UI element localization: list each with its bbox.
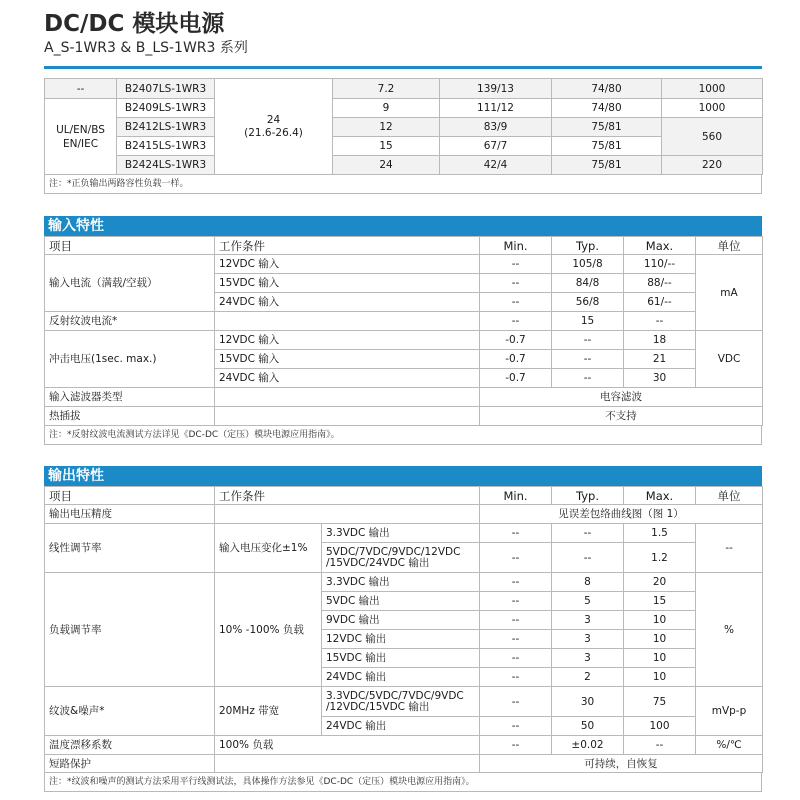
input-section-title: 输入特性 (44, 216, 762, 236)
ripple-label: 反射纹波电流* (45, 312, 215, 331)
unit-cell: -- (696, 524, 763, 573)
hotplug-value: 不支持 (480, 407, 763, 426)
efficiency-cell: 75/81 (552, 118, 662, 137)
cert-cell: -- (45, 79, 117, 99)
table-row (45, 312, 763, 331)
input-table (44, 236, 763, 426)
condition-cell (215, 755, 480, 773)
table-row (45, 79, 763, 99)
col-header: Min. (480, 487, 552, 505)
condition-cell (215, 407, 480, 426)
col-header: 工作条件 (215, 237, 480, 255)
min-cell: -- (480, 736, 552, 755)
min-cell: -- (480, 717, 552, 736)
output-cell: 9VDC 输出 (322, 611, 480, 630)
model-table-section (44, 78, 762, 194)
max-cell: 100 (624, 717, 696, 736)
col-header: Min. (480, 237, 552, 255)
filter-value: 电容滤波 (480, 388, 763, 407)
min-cell: -0.7 (480, 331, 552, 350)
table-row (45, 99, 763, 118)
filter-label: 输入滤波器类型 (45, 388, 215, 407)
min-cell: -- (480, 611, 552, 630)
condition-cell: 12VDC 输入 (215, 255, 480, 274)
current-cell: 83/9 (440, 118, 552, 137)
voltage-cell: 12 (333, 118, 440, 137)
efficiency-cell: 75/81 (552, 156, 662, 175)
table-row (45, 573, 763, 592)
unit-cell: VDC (696, 331, 763, 388)
max-cell: 10 (624, 649, 696, 668)
output-cell: 15VDC 输出 (322, 649, 480, 668)
min-cell: -- (480, 293, 552, 312)
typ-cell: -- (552, 524, 624, 543)
table-row (45, 736, 763, 755)
output-note: 注：*纹波和噪声的测试方法采用平行线测试法，具体操作方法参见《DC-DC（定压）模块电源应用指南》。 (44, 773, 762, 792)
min-cell: -- (480, 255, 552, 274)
min-cell: -0.7 (480, 350, 552, 369)
output-cell: 5VDC/7VDC/9VDC/12VDC /15VDC/24VDC 输出 (322, 543, 480, 573)
short-circuit-label: 短路保护 (45, 755, 215, 773)
table-header-row (45, 487, 763, 505)
min-cell: -- (480, 687, 552, 717)
max-cell: -- (624, 736, 696, 755)
input-section (44, 216, 762, 445)
max-cell: 110/-- (624, 255, 696, 274)
min-cell: -- (480, 649, 552, 668)
surge-label: 冲击电压(1sec. max.) (45, 331, 215, 388)
model-cell: B2412LS-1WR3 (117, 118, 215, 137)
model-cell: B2409LS-1WR3 (117, 99, 215, 118)
typ-cell: -- (552, 369, 624, 388)
temp-drift-condition: 100% 负载 (215, 736, 480, 755)
typ-cell: 8 (552, 573, 624, 592)
voltage-cell: 24 (333, 156, 440, 175)
unit-cell: mVp-p (696, 687, 763, 736)
condition-cell: 24VDC 输入 (215, 293, 480, 312)
min-cell: -- (480, 274, 552, 293)
input-current-label: 输入电流（满载/空载） (45, 255, 215, 312)
min-cell: -0.7 (480, 369, 552, 388)
model-cell: B2415LS-1WR3 (117, 137, 215, 156)
table-row (45, 255, 763, 274)
typ-cell: 3 (552, 611, 624, 630)
min-cell: -- (480, 630, 552, 649)
condition-cell (215, 505, 480, 524)
current-cell: 42/4 (440, 156, 552, 175)
typ-cell: 56/8 (552, 293, 624, 312)
unit-cell: % (696, 573, 763, 687)
voltage-cell: 7.2 (333, 79, 440, 99)
max-cell: 1.2 (624, 543, 696, 573)
noise-condition: 20MHz 带宽 (215, 687, 322, 736)
output-cell: 3.3VDC 输出 (322, 573, 480, 592)
max-cell: 10 (624, 630, 696, 649)
max-cell: 88/-- (624, 274, 696, 293)
col-header: 单位 (696, 487, 763, 505)
typ-cell: -- (552, 543, 624, 573)
noise-label: 纹波&噪声* (45, 687, 215, 736)
load-regulation-label: 负载调节率 (45, 573, 215, 687)
max-cell: 15 (624, 592, 696, 611)
max-cell: 1.5 (624, 524, 696, 543)
current-cell: 111/12 (440, 99, 552, 118)
output-cell: 12VDC 输出 (322, 630, 480, 649)
col-header: 工作条件 (215, 487, 480, 505)
table-row (45, 137, 763, 156)
table-row (45, 331, 763, 350)
output-section (44, 466, 762, 792)
condition-cell: 15VDC 输入 (215, 350, 480, 369)
col-header: Max. (624, 237, 696, 255)
capacitive-load-cell: 1000 (662, 99, 763, 118)
max-cell: 18 (624, 331, 696, 350)
max-cell: -- (624, 312, 696, 331)
output-cell: 24VDC 输出 (322, 668, 480, 687)
min-cell: -- (480, 668, 552, 687)
input-nominal: 24 (266, 113, 281, 126)
table-row (45, 505, 763, 524)
accuracy-value: 见误差包络曲线图（图 1） (480, 505, 763, 524)
model-table-note: 注：*正负输出两路容性负载一样。 (44, 175, 762, 194)
typ-cell: -- (552, 350, 624, 369)
input-voltage-cell (215, 79, 333, 175)
model-cell: B2407LS-1WR3 (117, 79, 215, 99)
unit-cell: %/℃ (696, 736, 763, 755)
typ-cell: 84/8 (552, 274, 624, 293)
min-cell: -- (480, 573, 552, 592)
max-cell: 21 (624, 350, 696, 369)
min-cell: -- (480, 312, 552, 331)
model-cell: B2424LS-1WR3 (117, 156, 215, 175)
cert-group-cell: UL/EN/BS EN/IEC (45, 99, 117, 175)
output-section-title: 输出特性 (44, 466, 762, 486)
capacitive-load-cell: 1000 (662, 79, 763, 99)
voltage-cell: 9 (333, 99, 440, 118)
col-header: 项目 (45, 237, 215, 255)
min-cell: -- (480, 543, 552, 573)
table-row (45, 687, 763, 717)
condition-cell: 15VDC 输入 (215, 274, 480, 293)
output-cell: 24VDC 输出 (322, 717, 480, 736)
voltage-cell: 15 (333, 137, 440, 156)
current-cell: 67/7 (440, 137, 552, 156)
capacitive-load-cell: 560 (662, 118, 763, 156)
col-header: Typ. (552, 237, 624, 255)
series-subtitle: A_S-1WR3 & B_LS-1WR3 系列 (44, 40, 248, 56)
output-cell: 5VDC 输出 (322, 592, 480, 611)
condition-cell: 24VDC 输入 (215, 369, 480, 388)
typ-cell: 50 (552, 717, 624, 736)
typ-cell: 105/8 (552, 255, 624, 274)
condition-cell: 12VDC 输入 (215, 331, 480, 350)
line-regulation-label: 线性调节率 (45, 524, 215, 573)
typ-cell: ±0.02 (552, 736, 624, 755)
efficiency-cell: 74/80 (552, 79, 662, 99)
temp-drift-label: 温度漂移系数 (45, 736, 215, 755)
max-cell: 30 (624, 369, 696, 388)
model-table (44, 78, 763, 175)
typ-cell: 15 (552, 312, 624, 331)
efficiency-cell: 75/81 (552, 137, 662, 156)
typ-cell: 30 (552, 687, 624, 717)
table-row (45, 524, 763, 543)
table-row (45, 755, 763, 773)
input-range: (21.6-26.4) (244, 126, 303, 139)
load-regulation-condition: 10% -100% 负载 (215, 573, 322, 687)
max-cell: 61/-- (624, 293, 696, 312)
min-cell: -- (480, 524, 552, 543)
table-header-row (45, 237, 763, 255)
max-cell: 20 (624, 573, 696, 592)
col-header: 项目 (45, 487, 215, 505)
max-cell: 10 (624, 611, 696, 630)
capacitive-load-cell: 220 (662, 156, 763, 175)
table-row (45, 118, 763, 137)
col-header: 单位 (696, 237, 763, 255)
header (44, 10, 248, 58)
typ-cell: -- (552, 331, 624, 350)
table-row (45, 156, 763, 175)
output-cell: 3.3VDC/5VDC/7VDC/9VDC /12VDC/15VDC 输出 (322, 687, 480, 717)
efficiency-cell: 74/80 (552, 99, 662, 118)
max-cell: 10 (624, 668, 696, 687)
current-cell: 139/13 (440, 79, 552, 99)
col-header: Typ. (552, 487, 624, 505)
page-title: DC/DC 模块电源 (44, 11, 225, 37)
condition-cell (215, 388, 480, 407)
output-table (44, 486, 763, 773)
typ-cell: 3 (552, 649, 624, 668)
unit-cell: mA (696, 255, 763, 331)
typ-cell: 3 (552, 630, 624, 649)
header-divider (44, 66, 762, 69)
min-cell: -- (480, 592, 552, 611)
short-circuit-value: 可持续，自恢复 (480, 755, 763, 773)
max-cell: 75 (624, 687, 696, 717)
accuracy-label: 输出电压精度 (45, 505, 215, 524)
typ-cell: 5 (552, 592, 624, 611)
input-note: 注：*反射纹波电流测试方法详见《DC-DC（定压）模块电源应用指南》。 (44, 426, 762, 445)
table-row (45, 388, 763, 407)
typ-cell: 2 (552, 668, 624, 687)
condition-cell (215, 312, 480, 331)
col-header: Max. (624, 487, 696, 505)
output-cell: 3.3VDC 输出 (322, 524, 480, 543)
line-regulation-condition: 输入电压变化±1% (215, 524, 322, 573)
hotplug-label: 热插拔 (45, 407, 215, 426)
table-row (45, 407, 763, 426)
